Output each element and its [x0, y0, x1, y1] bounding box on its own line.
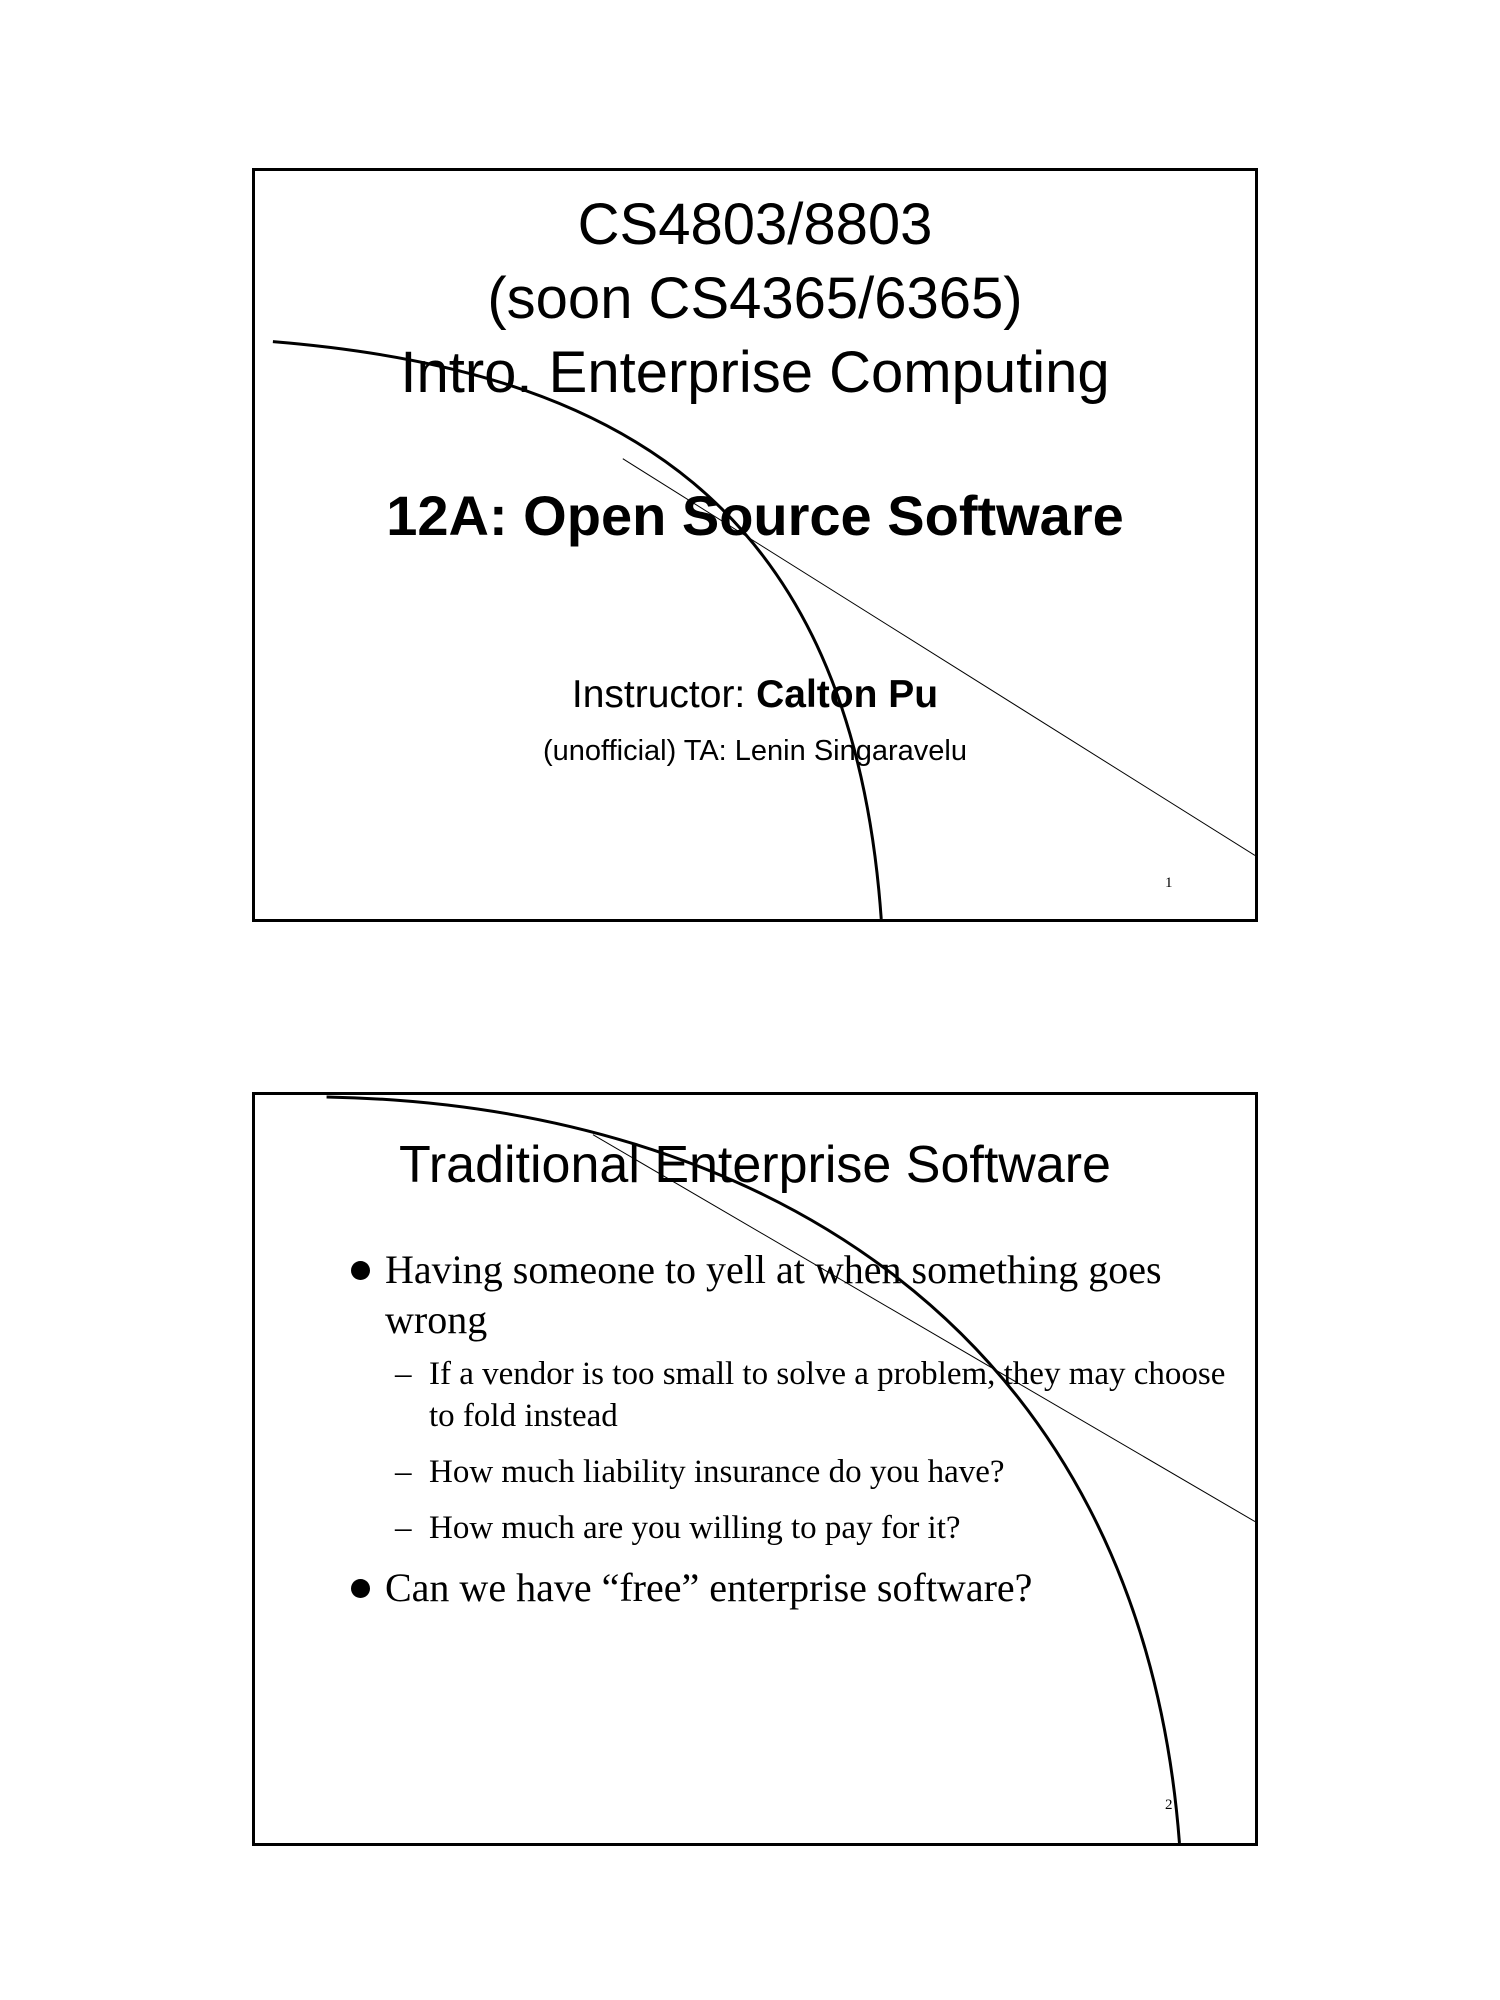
slide-2-bullet-list [351, 1245, 1231, 1617]
sub-bullet-text: How much liability insurance do you have? [429, 1454, 1005, 1490]
slide-1-instructor [255, 673, 1255, 717]
slide-1-subtitle: 12A: Open Source Software [386, 484, 1124, 547]
instructor-label: Instructor: [571, 673, 757, 716]
bullet-text: Having someone to yell at when something goes wrong [385, 1247, 1162, 1342]
sub-bullet-item [395, 1353, 1231, 1437]
bullet-text: Can we have “free” enterprise software? [385, 1565, 1033, 1610]
sub-bullet-text: How much are you willing to pay for it? [429, 1510, 961, 1546]
dash-icon: – [395, 1510, 412, 1546]
bullet-item [351, 1563, 1231, 1613]
bullet-item [351, 1245, 1231, 1549]
dash-icon: – [395, 1356, 412, 1392]
slide-2-title: Traditional Enterprise Software [399, 1136, 1111, 1194]
slide-1-ta: (unofficial) TA: Lenin Singaravelu [543, 735, 967, 767]
sub-bullet-item [395, 1507, 1231, 1549]
slide-2 [252, 1092, 1258, 1846]
sub-bullet-list [395, 1353, 1231, 1549]
dash-icon: – [395, 1454, 412, 1490]
slide-1-title-line-1: CS4803/8803 [577, 192, 933, 257]
sub-bullet-text: If a vendor is too small to solve a problem, they may choose to fold instead [429, 1356, 1226, 1434]
bullet-icon [351, 1261, 370, 1280]
slide-1 [252, 168, 1258, 922]
slide-2-page-number: 2 [1165, 1797, 1173, 1813]
sub-bullet-item [395, 1451, 1231, 1493]
slide-1-title-line-3: Intro. Enterprise Computing [400, 340, 1110, 405]
bullet-icon [351, 1579, 370, 1598]
instructor-name: Calton Pu [756, 673, 939, 716]
slide-1-title-line-2: (soon CS4365/6365) [487, 266, 1023, 331]
slide-1-page-number: 1 [1165, 875, 1173, 891]
